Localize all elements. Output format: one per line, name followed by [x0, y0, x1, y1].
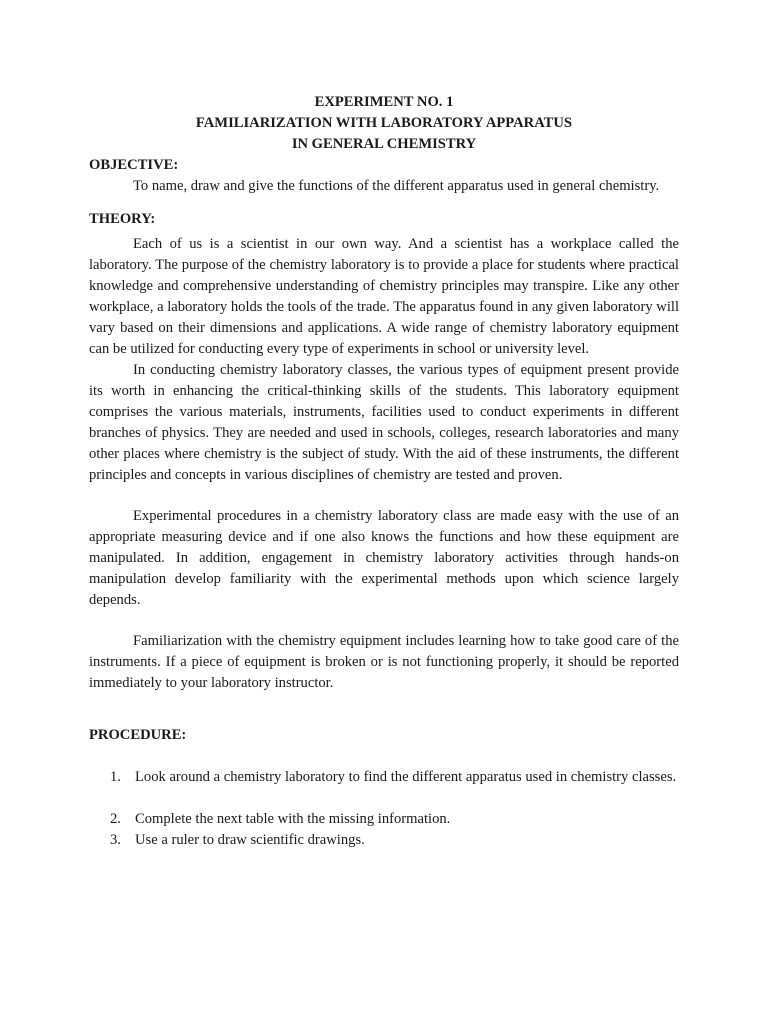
theory-heading: THEORY:	[89, 211, 156, 227]
theory-paragraph: In conducting chemistry laboratory classes, the various types of equipment present provide its worth in enhancing the critical-thinking skills of the students. This laboratory equipment comprises the various materials, instruments, facilities used to conduct experiments in different branches of physics. They are needed and used in schools, colleges, research laboratories and many other places where chemistry is the subject of study. With the aid of these instruments, the different principles and concepts in various disciplines of chemistry are tested and proven.	[89, 362, 679, 483]
objective-heading: OBJECTIVE:	[89, 157, 179, 173]
document-page	[89, 92, 679, 851]
theory-paragraph: Each of us is a scientist in our own way. And a scientist has a workplace called the laboratory. The purpose of the chemistry laboratory is to provide a place for students where practical knowledge and comprehensive understanding of chemistry principles may transpire. Like any other workplace, a laboratory holds the tools of the trade. The apparatus found in any given laboratory will vary based on their dimensions and applications. A wide range of chemistry laboratory equipment can be utilized for conducting every type of experiments in school or university level.	[89, 236, 679, 357]
step-number: 1.	[110, 769, 121, 785]
procedure-step	[89, 767, 679, 788]
step-text: Complete the next table with the missing information.	[135, 811, 451, 827]
experiment-subtitle: IN GENERAL CHEMISTRY	[291, 136, 477, 152]
procedure-step	[89, 809, 679, 830]
procedure-heading: PROCEDURE:	[89, 727, 187, 743]
procedure-section	[89, 725, 679, 851]
step-text: Use a ruler to draw scientific drawings.	[135, 832, 365, 848]
objective-text: To name, draw and give the functions of the different apparatus used in general chemistry.	[133, 178, 660, 194]
theory-section	[89, 209, 679, 694]
objective-section	[89, 155, 679, 197]
procedure-list	[89, 767, 679, 851]
step-number: 2.	[110, 811, 121, 827]
experiment-title: FAMILIARIZATION WITH LABORATORY APPARATUS	[195, 115, 573, 131]
theory-paragraph: Experimental procedures in a chemistry laboratory class are made easy with the use of an appropriate measuring device and if one also knows the functions and how these equipment are manipulated. In addition, engagement in chemistry laboratory activities through hands-on manipulation develop familiarity with the experimental methods upon which science largely depends.	[89, 508, 679, 608]
procedure-step	[89, 830, 679, 851]
step-text: Look around a chemistry laboratory to find the different apparatus used in chemistry classes.	[135, 769, 677, 785]
document-header	[89, 92, 679, 155]
experiment-number: EXPERIMENT NO. 1	[314, 94, 454, 110]
theory-paragraph: Familiarization with the chemistry equipment includes learning how to take good care of the instruments. If a piece of equipment is broken or is not functioning properly, it should be reported immediately to your laboratory instructor.	[89, 633, 679, 691]
step-number: 3.	[110, 832, 121, 848]
